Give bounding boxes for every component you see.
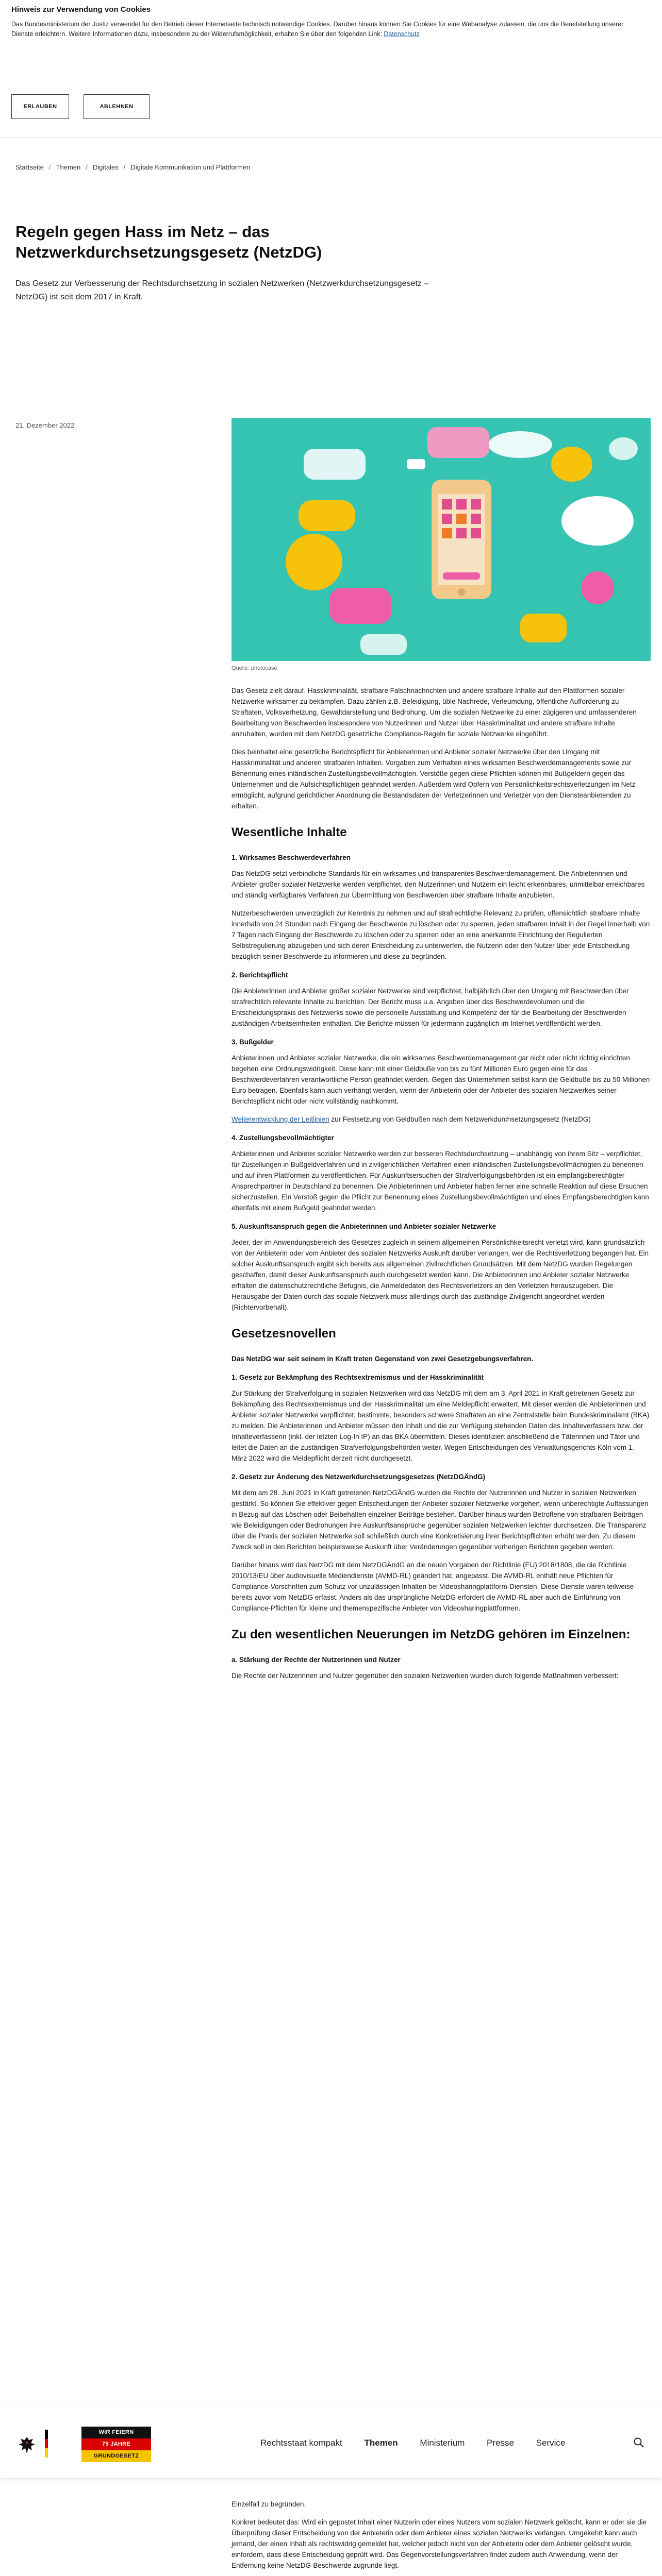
federal-eagle-icon[interactable] [15,2434,38,2456]
privacy-link[interactable]: Datenschutz [384,30,420,38]
paragraph: Weiterentwicklung der Leitlinien zur Festsetzung von Geldbußen nach dem Netzwerkdurchsetzungsgesetz (NetzDG) [231,1115,591,1123]
section-heading: Gesetzesnovellen [231,1327,336,1341]
subheading: 5. Auskunftsanspruch gegen die Anbieterinnen und Anbieter sozialer Netzwerke [231,1223,496,1230]
subheading: 1. Gesetz zur Bekämpfung des Rechtsextremismus und der Hasskriminalität [231,1374,484,1381]
subheading: 3. Bußgelder [231,1038,274,1046]
nav-item-presse[interactable]: Presse [487,2438,514,2448]
paragraph: Das NetzDG setzt verbindliche Standards für ein wirksames und transparentes Beschwerdemanagement. Die Anbieterinnen und Anbieter großer sozialer Netzwerke werden verpflichtet, den Nutzerinnen und Nutzern ein leicht erkennbares, unmittelbar erreichbares und ständig verfügbares Verfahren zur Übermittlung von Beschwerden über strafbare Inhalte anzubieten. [231,870,645,899]
subheading: 2. Gesetz zur Änderung des Netzwerkdurchsetzungsgesetzes (NetzDGÄndG) [231,1473,486,1481]
lead-text: Das Gesetz zur Verbesserung der Rechtsdurchsetzung in sozialen Netzwerken (Netzwerkdurchsetzungsgesetz – NetzDG) ist seit dem 2017 in Kraft. [15,279,429,301]
reject-cookies-button[interactable]: ABLEHNEN [84,94,150,119]
sticky-header [0,2406,662,2478]
divider [0,137,662,138]
article-body-continued [231,2499,651,2576]
nav-item-rechtsstaat[interactable]: Rechtsstaat kompakt [260,2438,342,2448]
article-body [231,685,651,1688]
accept-cookies-button[interactable]: ERLAUBEN [11,94,69,119]
paragraph: Nutzerbeschwerden unverzüglich zur Kenntnis zu nehmen und auf strafrechtliche Relevanz zu prüfen, offensichtlich strafbare Inhalte innerhalb von 24 Stunden nach Eingang der Beschwerde zu löschen oder zu sperren, jeden strafbaren Inhalt in der Regel innerhalb von 7 Tagen nach Eingang der Beschwerde zu löschen oder zu sperren oder an eine anerkannte Einrichtung der Regulierten Selbstregulierung abzugeben und sich deren Entscheidung zu unterwerfen, die Nutzerin oder den Nutzer über jede Entscheidung bezüglich seiner Beschwerde zu informieren und diese zu begründen. [231,909,650,960]
search-icon[interactable] [633,2437,644,2448]
nav-item-service[interactable]: Service [536,2438,566,2448]
grundgesetz-badge[interactable]: WIR FEIERN 75 JAHRE GRUNDGESETZ [81,2427,151,2463]
german-flag-icon [45,2430,48,2458]
paragraph: Darüber hinaus wird das NetzDG mit dem NetzDGÄndG an die neuen Vorgaben der Richtlinie (EU) 2018/1808, die die Richtlinie 2010/13/EU über audiovisuelle Mediendienste (AVMD-RL) geändert hat, angepasst. Die AVMD-RL enthält neue Pflichten für Compliance-Vorschriften zum Schutz vor unzulässigen Inhalten bei Videosharingplattform-Diensten. Diese Dienste waren teilweise bereits zuvor vom NetzDG erfasst. Anders als das ursprüngliche NetzDG erfordert die AVMD-RL aber auch die Einführung von Compliance-Pflichten für kleine und themenspezifische Anbieter von Videosharingplattformen. [231,1561,634,1612]
hero-image [231,418,651,661]
cookie-banner [0,0,662,137]
section-heading: Zu den wesentlichen Neuerungen im NetzDG gehören im Einzelnen: [231,1628,631,1641]
paragraph: Die Rechte der Nutzerinnen und Nutzer gegenüber den sozialen Netzwerken wurden durch folgende Maßnahmen verbessert: [231,1672,619,1680]
nav-item-themen[interactable]: Themen [364,2438,398,2448]
page-title: Regeln gegen Hass im Netz – das Netzwerkdurchsetzungsgesetz (NetzDG) [15,223,322,261]
main-navigation [260,2438,585,2448]
cookie-text: Das Bundesministerium der Justiz verwendet für den Betrieb dieser Internetseite technisch notwendige Cookies. Darüber hinaus können Sie Cookies für eine Webanalyse zulassen, die uns die Bereitstellung unserer Dienste erleichtern. Weitere Informationen dazu, insbesondere zu der Widerrufsmöglichkeit, erhalten Sie über den folgenden Link: Datenschutz [11,21,624,38]
section-heading: Wesentliche Inhalte [231,825,347,839]
paragraph: Einzelfall zu begründen. [231,2500,306,2508]
breadcrumb-current[interactable]: Digitale Kommunikation und Plattformen [130,163,251,171]
paragraph: Zur Stärkung der Strafverfolgung in sozialen Netzwerken wird das NetzDG mit dem am 3. April 2021 in Kraft getretenen Gesetz zur Bekämpfung des Rechtsextremismus und der Hasskriminalität um eine Meldepflicht erweitert. Mit dieser werden die Anbieterinnen und Anbieter sozialer Netzwerke verpflichtet, bestimmte, besonders schwere Straftaten an eine Zentralstelle beim Bundeskriminalamt (BKA) zu melden. Die Anbieterinnen und Anbieter müssen den Inhalt und die zur Verfügung stehenden Daten des Inhalteverfassers bzw. der Inhalteverfasserin (inkl. der letzten Log-In IP) an das BKA übermitteln. Dieses identifiziert anschließend die Täterinnen und Täter und leitet die Daten an die zuständigen Strafverfolgungsbehörden weiter. Wegen Entscheidungen des Verwaltungsgerichts Köln vom 1. März 2022 wird die Meldepflicht derzeit nicht durchgesetzt. [231,1389,650,1462]
paragraph: Konkret bedeutet das: Wird ein gepostet Inhalt einer Nutzerin oder eines Nutzers vom sozialen Netzwerk gelöscht, kann er oder sie die Überprüfung dieser Entscheidung von der Anbieterin oder dem Anbieter eines sozialen Netzwerks verlangen. Umgekehrt kann auch jemand, der einen Inhalt als rechtswidrig gemeldet hat, welcher jedoch nicht von der Anbieterin oder dem Anbieter gelöscht wurde, einfordern, dass diese Entscheidung geprüft wird. Das Gegenvorstellungsverfahren findet zudem auch Anwendung, wenn der Entfernung keine NetzDG-Beschwerde zugrunde liegt. [231,2518,647,2569]
breadcrumb-home[interactable]: Startseite [15,163,44,171]
paragraph: Anbieterinnen und Anbieter sozialer Netzwerke, die ein wirksames Beschwerdemanagement gar nicht oder nicht richtig einrichten begehen eine Ordnungswidrigkeit. Diese kann mit einer Geldbuße von bis zu fünf Millionen Euro gegen eine für das Beschwerdeverfahren verantwortliche Person geahndet werden. Gegen das Unternehmen selbst kann die Geldbuße bis zu 50 Millionen Euro betragen. Ebenfalls kann auch verhängt werden, wenn der Anbieterin oder der Anbieter des sozialen Netzwerkes seiner Berichtspflicht nicht oder nicht vollständig nachkommt. [231,1054,650,1105]
paragraph: Die Anbieterinnen und Anbieter großer sozialer Netzwerke sind verpflichtet, halbjährlich über den Umgang mit Beschwerden über strafrechtlich relevante Inhalte zu berichten. Der Bericht muss u.a. Angaben über das Beschwerdevolumen und die Entscheidungspraxis des Netzwerks sowie die personelle Ausstattung und Kompetenz der für die Bearbeitung der Beschwerden zuständigen Arbeitseinheiten enthalten. Die Berichte müssen für jedermann zugänglich im Internet veröffentlicht werden. [231,987,629,1027]
cookie-title: Hinweis zur Verwendung von Cookies [11,5,151,14]
subheading: 4. Zustellungsbevollmächtigter [231,1134,334,1142]
image-caption: Quelle: photocase [231,665,277,671]
breadcrumb-digitales[interactable]: Digitales [92,163,119,171]
subheading: 2. Berichtspflicht [231,971,288,979]
paragraph: Mit dem am 28. Juni 2021 in Kraft getretenen NetzDGÄndG wurden die Rechte der Nutzerinnen und Nutzer in sozialen Netzwerken gestärkt. So können Sie effektiver gegen Entscheidungen der Anbieter sozialer Netzwerke vorgehen, wenn unberechtigte Auffassungen in Bezug auf das Löschen oder Beibehalten einzelner Beiträge bestehen. Darüber hinaus wurden Betroffene von strafbaren Beiträgen wie Beleidigungen oder Bedrohungen ihre Auskunftsansprüche gegenüber sozialen Netzwerken leichter durchsetzen. Die Transparenz über die Praxis der sozialen Netzwerke soll schließlich durch eine Konkretisierung ihrer Berichtspflichten erhöht werden. Zu diesem Zweck soll in den Berichten beispielsweise Auskunft über Veränderungen gegenüber vorherigen Berichten gegeben werden. [231,1489,649,1551]
subheading: Das NetzDG war seit seinem in Kraft treten Gegenstand von zwei Gesetzgebungsverfahren. [231,1355,534,1363]
subheading: a. Stärkung der Rechte der Nutzerinnen und Nutzer [231,1656,401,1664]
paragraph: Das Gesetz zielt darauf, Hasskriminalität, strafbare Falschnachrichten und andere strafbare Inhalte auf den Plattformen sozialer Netzwerke wirksamer zu bekämpfen. Dazu zählen z.B. Beleidigung, üble Nachrede, Verleumdung, öffentliche Aufforderung zu Straftaten, Volksverhetzung, Gewaltdarstellung und Bedrohung. Um die sozialen Netzwerke zu einer zügigeren und umfassenderen Bearbeitung von Beschwerden insbesondere von Nutzerinnen und Nutzer über Hasskriminalität und andere strafbare Inhalte anzuhalten, wurden mit dem NetzDG gesetzliche Compliance-Regeln für soziale Netzwerke eingeführt. [231,687,637,738]
leitlinien-link[interactable]: Weiterentwicklung der Leitlinien [231,1115,329,1123]
paragraph: Dies beinhaltet eine gesetzliche Berichtspflicht für Anbieterinnen und Anbieter sozialer Netzwerke über den Umgang mit Hasskriminalität und anderen strafbaren Inhalten. Vorgaben zum Verhalten eines wirksamen Beschwerdemanagements sowie zur Benennung eines inländischen Zustellungsbevollmächtigten. Verstöße gegen diese Pflichten können mit Bußgeldern gegen das Unternehmen und die Aufsichtspflichtigen geahndet werden. Außerdem wird Opfern von Persönlichkeitsrechtsverletzungen im Netz ermöglicht, aufgrund gerichtlicher Anordnung die Bestandsdaten der Verletzerinnen und Verletzer von den Diensteanbietenden zu erhalten. [231,748,636,810]
breadcrumb-themen[interactable]: Themen [56,163,81,171]
nav-item-ministerium[interactable]: Ministerium [420,2438,465,2448]
publish-date: 21. Dezember 2022 [15,421,75,429]
speech-bubbles-illustration [231,418,651,661]
breadcrumb: Startseite / Themen / Digitales / Digitale Kommunikation und Plattformen [15,163,251,171]
paragraph: Jeder, der im Anwendungsbereich des Gesetzes zugleich in seinem allgemeinen Persönlichkeitsrecht verletzt wird, kann grundsätzlich von der Anbieterin oder vom Anbieter des sozialen Netzwerks Auskunft darüber verlangen, wer die Rechtsverletzung begangen hat. Ein solcher Auskunftsanspruch ergibt sich bereits aus allgemeinen zivilrechtlichen Grundsätzen. Mit dem NetzDG wurden Regelungen geschaffen, damit dieser Auskunftsanspruch auch durchgesetzt werden kann. Die Anbieterinnen und Anbieter sozialer Netzwerke erhalten die datenschutzrechtliche Befugnis, die Anmeldedaten des Rechtsverletzers an den Verletzten herauszugeben. Die Herausgabe der Daten durch das soziale Netzwerk muss allerdings durch das zuständige Zivilgericht angeordnet werden (Richtervorbehalt). [231,1239,649,1311]
paragraph: Anbieterinnen und Anbieter sozialer Netzwerke werden zur besseren Rechtsdurchsetzung – unabhängig von ihrem Sitz – verpflichtet, für Zustellungen in Bußgeldverfahren und in zivilgerichtlichen Verfahren einen inländischen Zustellungsbevollmächtigten zu benennen und auf ihren Plattformen zu veröffentlichen. Für Auskunftsersuchen der Strafverfolgungsbehörden ist ein empfangsberechtigter Ansprechpartner in Deutschland zu benennen. Die Anbieterinnen und Anbieter haben ferner eine schnelle Reaktion auf diese Ersuchen sicherzustellen. Ein Verstoß gegen die Pflicht zur Benennung eines Zustellungsbevollmächtigten und eines Empfangsberechtigten kann ebenfalls mit einem Bußgeld geahndet werden. [231,1150,649,1212]
subheading: 1. Wirksames Beschwerdeverfahren [231,854,351,861]
